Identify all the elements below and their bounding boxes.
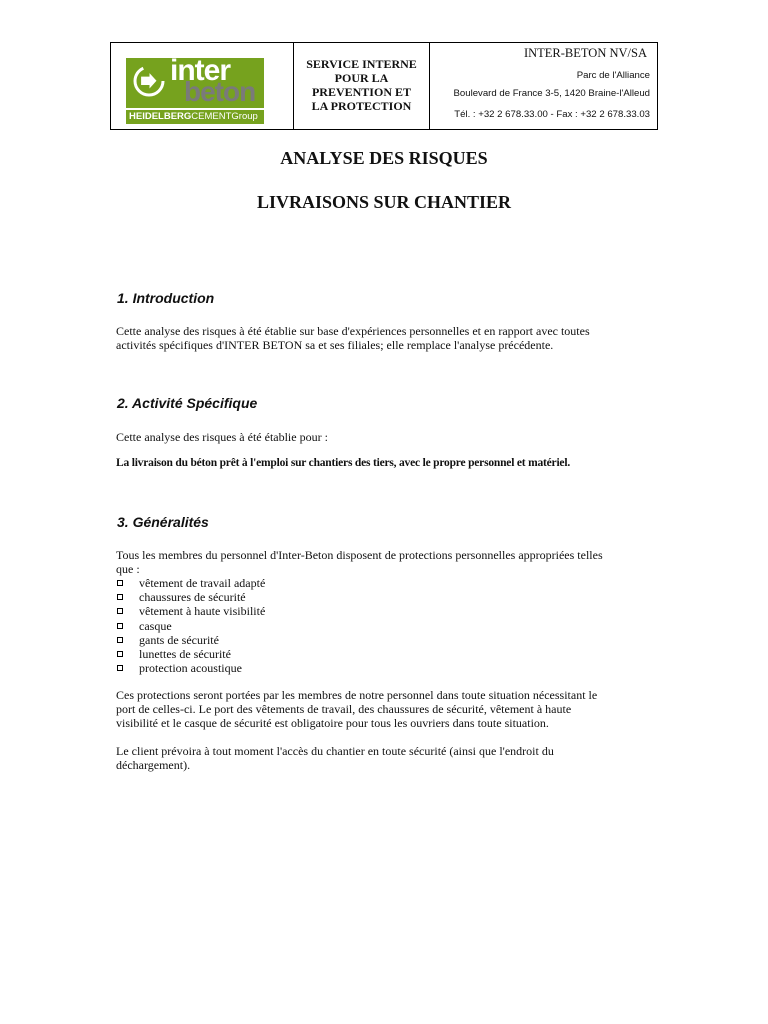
service-line: PREVENTION ET [311,85,411,99]
protection-line: Ces protections seront portées par les membres de notre personnel dans toute situation nécessitant le [116,688,598,702]
list-item-label: casque [139,618,172,633]
generalites-intro-line: Tous les membres du personnel d'Inter-Beton disposent de protections personnelles appropriées telles [116,548,603,562]
logo-arrow-mark-icon [132,64,166,98]
checkbox-bullet-icon [117,637,123,643]
protection-line: port de celles-ci. Le port des vêtements de travail, des chaussures de sécurité, vêtement à haute [116,702,572,716]
list-item-label: vêtement à haute visibilité [139,604,266,619]
checkbox-bullet-icon [117,651,123,657]
checkbox-bullet-icon [117,580,123,586]
document-subtitle: LIVRAISONS SUR CHANTIER [256,192,512,212]
service-cell [294,43,430,129]
list-item [116,576,265,590]
generalites-intro [116,548,656,576]
logo-word-beton: beton [184,76,256,107]
list-item-label: lunettes de sécurité [139,647,231,662]
protection-paragraph [116,688,656,730]
intro-line: Cette analyse des risques à été établie sur base d'expériences personnelles et en rapport avec toutes [116,324,590,338]
service-line: POUR LA [334,71,389,85]
intro-line: activités spécifiques d'INTER BETON sa et ses filiales; elle remplace l'analyse précédente. [116,338,554,352]
letterhead-table [110,42,658,130]
document-title: ANALYSE DES RISQUES [280,148,488,168]
logo-group-text [129,111,258,123]
activite-bold-statement: La livraison du béton prêt à l'emploi sur chantiers des tiers, avec le propre personnel et matériel. [116,457,571,469]
protection-list [116,576,265,675]
list-item [116,590,265,604]
logo-cell [111,43,294,129]
service-line: SERVICE INTERNE [306,57,417,71]
company-phone-fax: Tél. : +32 2 678.33.00 - Fax : +32 2 678.33.03 [454,109,650,120]
generalites-intro-line: que : [116,562,140,576]
client-line: déchargement). [116,758,191,772]
checkbox-bullet-icon [117,608,123,614]
section-heading-introduction: 1. Introduction [117,290,215,306]
list-item [116,647,265,661]
section-heading-activite: 2. Activité Spécifique [117,395,258,411]
section-heading-generalites: 3. Généralités [117,514,209,530]
list-item-label: vêtement de travail adapté [139,576,266,591]
protection-line: visibilité et le casque de sécurité est obligatoire pour tous les ouvriers dans toute situation. [116,716,549,730]
service-title [306,57,417,113]
list-item [116,619,265,633]
list-item-label: gants de sécurité [139,632,219,647]
inter-beton-logo [126,56,264,126]
checkbox-bullet-icon [117,623,123,629]
company-cell [430,43,657,129]
list-item [116,604,265,618]
checkbox-bullet-icon [117,665,123,671]
client-paragraph [116,744,656,772]
activite-paragraph: Cette analyse des risques à été établie pour : [116,430,328,444]
logo-group-bold: HEIDELBERG [129,111,192,122]
intro-paragraph [116,324,656,352]
list-item [116,661,265,675]
service-line: LA PROTECTION [311,99,412,113]
company-name: INTER-BETON NV/SA [523,46,647,60]
checkbox-bullet-icon [117,594,123,600]
company-park: Parc de l'Alliance [576,70,650,81]
client-line: Le client prévoira à tout moment l'accès du chantier en toute sécurité (ainsi que l'endroit du [116,744,554,758]
logo-group-rest: CEMENTGroup [191,111,258,122]
list-item [116,633,265,647]
logo-word-inter: inter [170,54,231,87]
list-item-label: chaussures de sécurité [139,590,246,605]
list-item-label: protection acoustique [139,661,242,676]
company-address: Boulevard de France 3-5, 1420 Braine-l'Alleud [453,88,650,99]
